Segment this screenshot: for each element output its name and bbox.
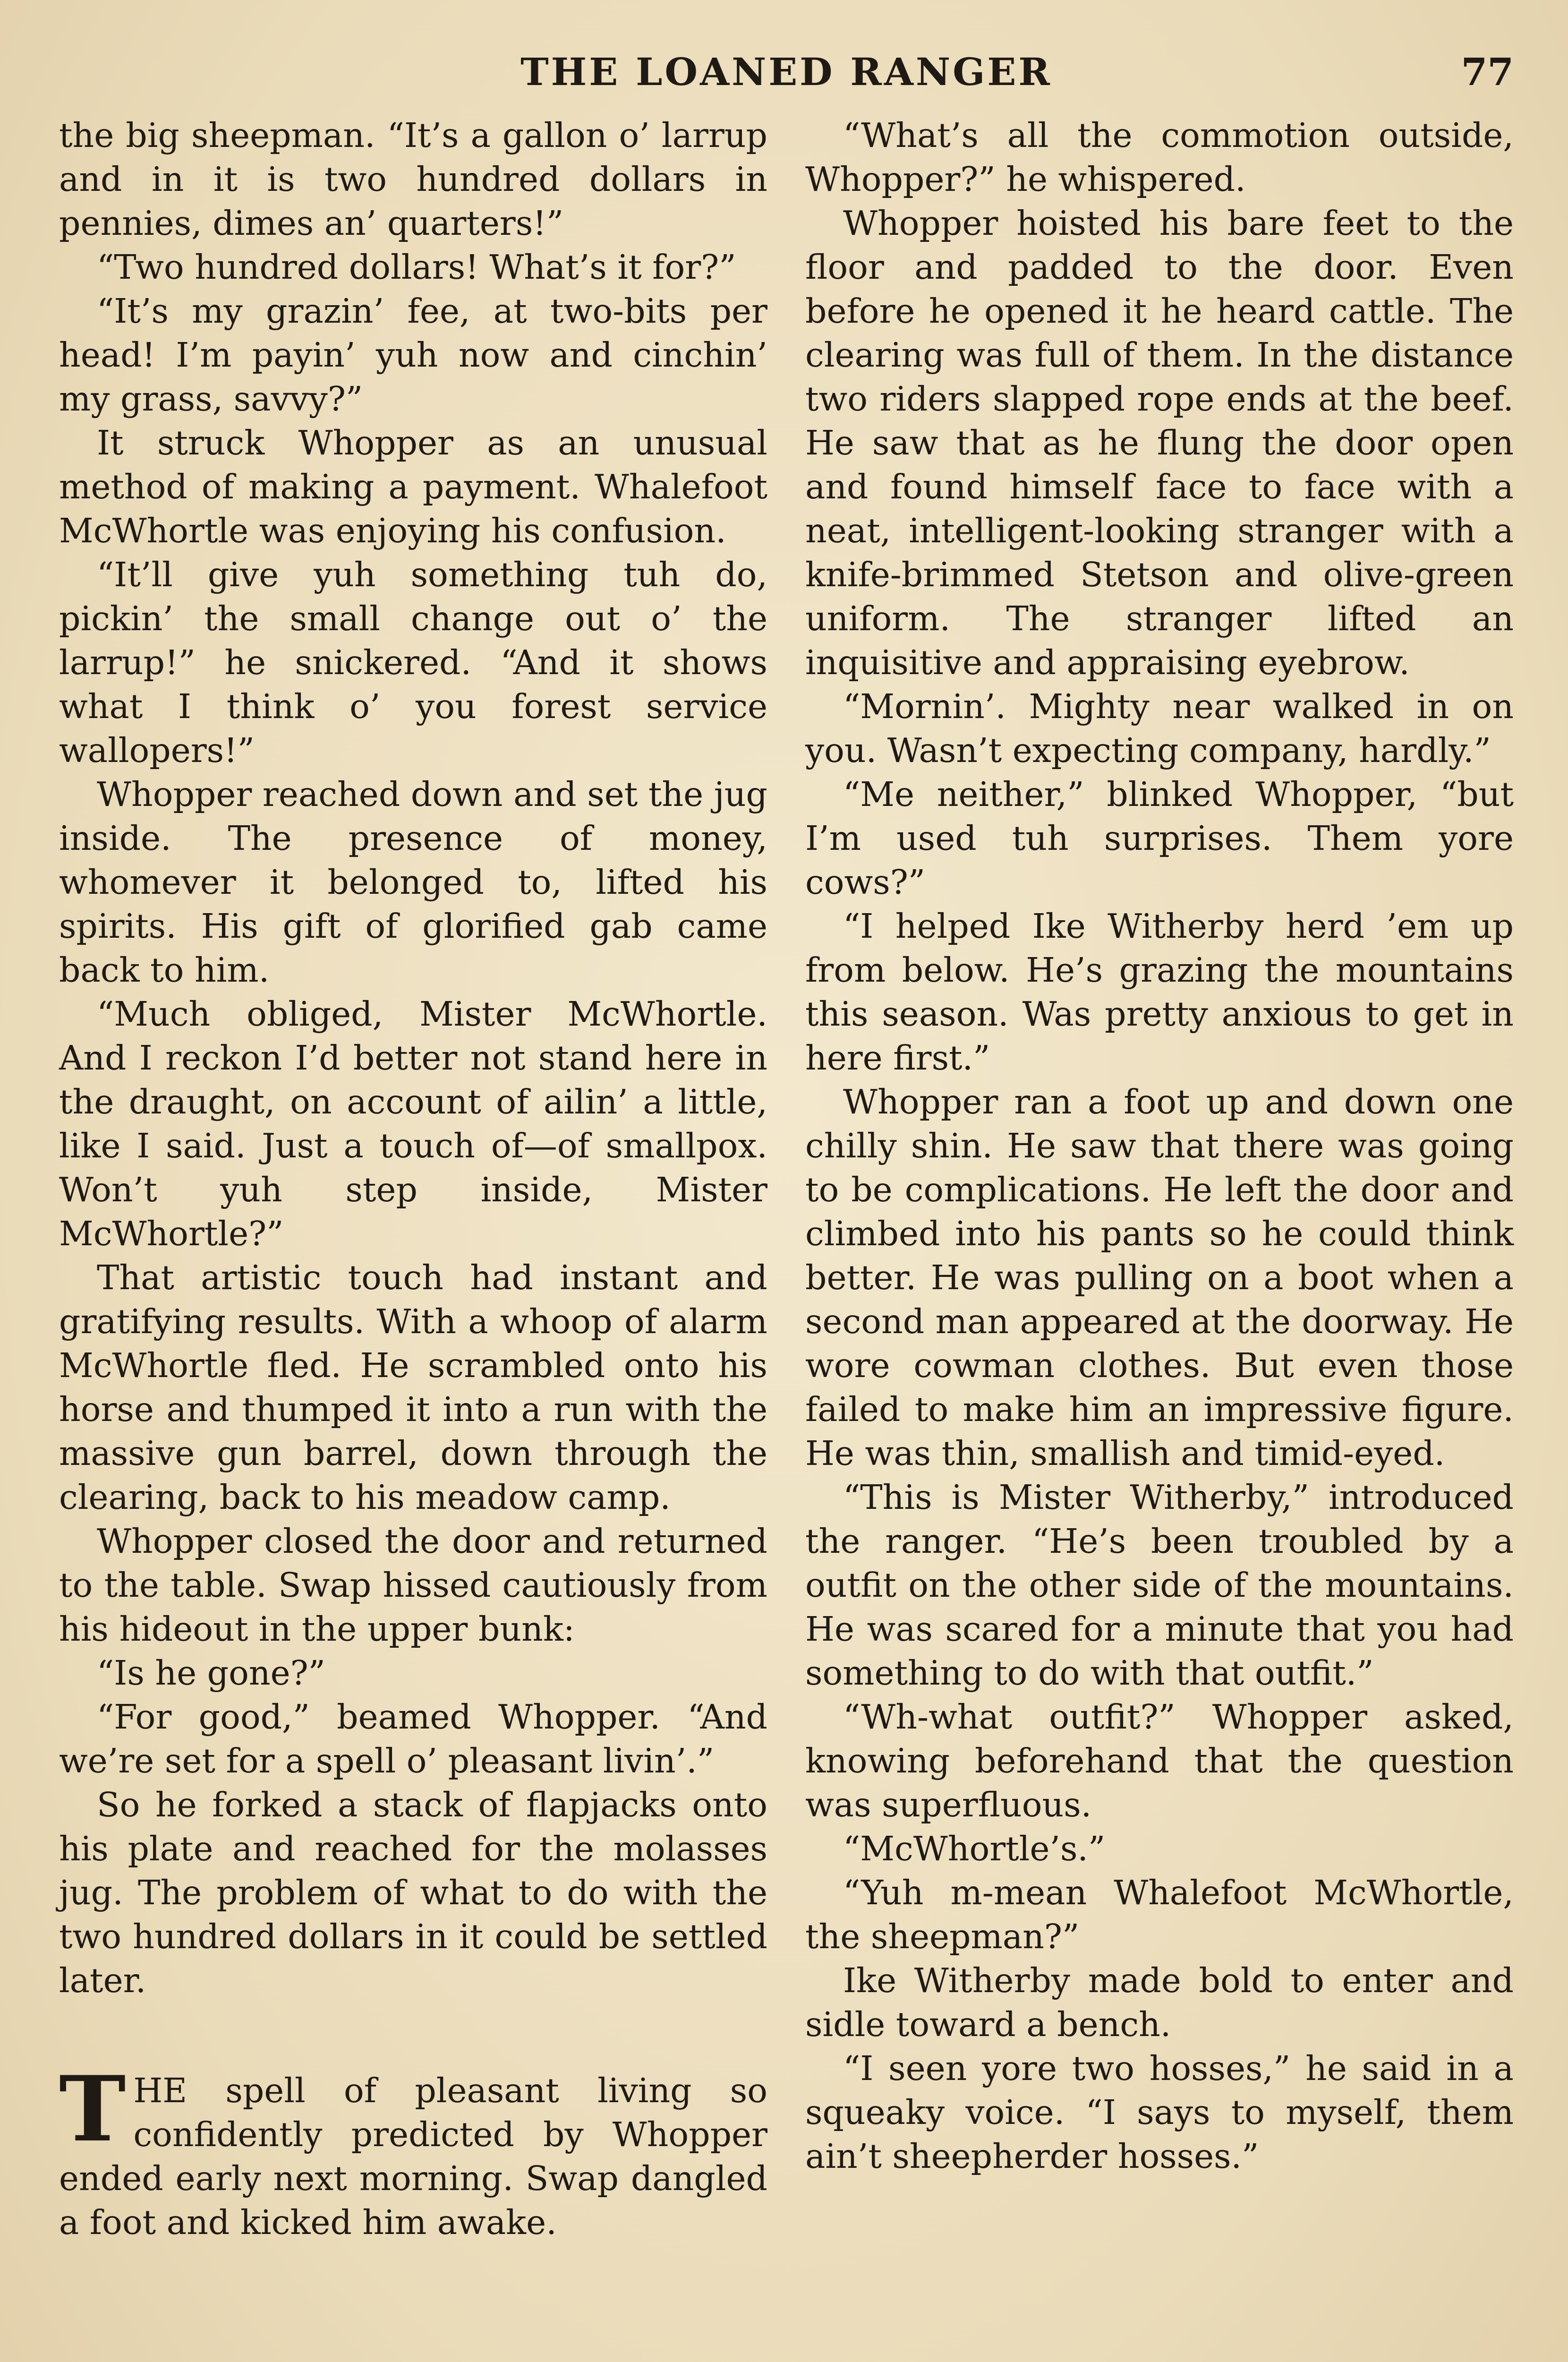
paragraph: “Much obliged, Mister McWhortle. And I reckon I’d better not stand here in the draught, on account of ailin’ a little, like I said. Just a touch of—of smallpox. Won’t yuh step inside, Mister McWhortle?” <box>59 994 767 1253</box>
paragraph: “It’ll give yuh something tuh do, pickin’ the small change out o’ the larrup!” he snickered. “And it shows what I think o’ you forest service wallopers!” <box>59 555 767 770</box>
drop-cap: T <box>59 2056 126 2162</box>
paragraph: Whopper closed the door and returned to the table. Swap hissed cautiously from his hideout in the upper bunk: <box>59 1522 767 1649</box>
section-start-text: HE spell of pleasant living so confidently predicted by Whopper ended early next morning. Swap dangled a foot and kicked him awake. <box>59 2071 767 2242</box>
paragraph: “McWhortle’s.” <box>843 1829 1106 1868</box>
paragraph: “Two hundred dollars! What’s it for?” <box>97 248 736 287</box>
paragraph: So he forked a stack of flapjacks onto his plate and reached for the molasses jug. The problem of what to do with the two hundred dollars in it could be settled later. <box>59 1785 767 2000</box>
paragraph: Whopper hoisted his bare feet to the floor and padded to the door. Even before he opened it he heard cattle. The clearing was full of them. In the distance two riders slapped rope ends at the beef. He saw that as he flung the door open and found himself face to face with a neat, intelligent-looking stranger with a knife-brimmed Stetson and olive-green uniform. The stranger lifted an inquisitive and appraising eyebrow. <box>805 204 1514 682</box>
paragraph: “Is he gone?” <box>97 1653 325 1693</box>
paragraph: “Mornin’. Mighty near walked in on you. Wasn’t expecting company, hardly.” <box>805 687 1514 770</box>
paragraph: the big sheepman. “It’s a gallon o’ larrup and in it is two hundred dollars in pennies, dimes an’ quarters!” <box>59 116 767 243</box>
paragraph: It struck Whopper as an unusual method of making a payment. Whalefoot McWhortle was enjoying his confusion. <box>59 423 767 550</box>
paragraph: “Yuh m-mean Whalefoot McWhortle, the sheepman?” <box>805 1873 1514 1956</box>
paragraph: “For good,” beamed Whopper. “And we’re set for a spell o’ pleasant livin’.” <box>59 1697 767 1780</box>
page-number: 77 <box>1461 50 1514 94</box>
left-column <box>59 113 767 2244</box>
text-columns <box>59 113 1514 2244</box>
page-header <box>59 45 1514 97</box>
paragraph: “It’s my grazin’ fee, at two-bits per head! I’m payin’ yuh now and cinchin’ my grass, savvy?” <box>59 291 767 419</box>
right-column <box>805 113 1514 2244</box>
paragraph: “I seen yore two hosses,” he said in a squeaky voice. “I says to myself, them ain’t sheepherder hosses.” <box>805 2049 1514 2176</box>
paragraph: That artistic touch had instant and gratifying results. With a whoop of alarm McWhortle fled. He scrambled onto his horse and thumped it into a run with the massive gun barrel, down through the clearing, back to his meadow camp. <box>59 1258 767 1517</box>
paragraph: “This is Mister Witherby,” introduced the ranger. “He’s been troubled by a outfit on the other side of the mountains. He was scared for a minute that you had something to do with that outfit.” <box>805 1478 1514 1693</box>
paragraph: “What’s all the commotion outside, Whopper?” he whispered. <box>805 116 1514 199</box>
paragraph: Whopper ran a foot up and down one chilly shin. He saw that there was going to be complications. He left the door and climbed into his pants so he could think better. He was pulling on a boot when a second man appeared at the doorway. He wore cowman clothes. But even those failed to make him an impressive figure. He was thin, smallish and timid-eyed. <box>805 1082 1514 1473</box>
paragraph: “I helped Ike Witherby herd ’em up from below. He’s grazing the mountains this season. Was pretty anxious to get in here first.” <box>805 907 1514 1078</box>
paragraph: “Wh-what outfit?” Whopper asked, knowing beforehand that the question was superfluous. <box>805 1697 1514 1824</box>
paragraph: Ike Witherby made bold to enter and sidle toward a bench. <box>805 1961 1514 2044</box>
paragraph: Whopper reached down and set the jug inside. The presence of money, whomever it belonged to, lifted his spirits. His gift of glorified gab came back to him. <box>59 775 767 990</box>
section-start-paragraph <box>59 2056 767 2244</box>
paragraph: “Me neither,” blinked Whopper, “but I’m used tuh surprises. Them yore cows?” <box>805 775 1514 902</box>
running-title: THE LOANED RANGER <box>520 50 1052 94</box>
